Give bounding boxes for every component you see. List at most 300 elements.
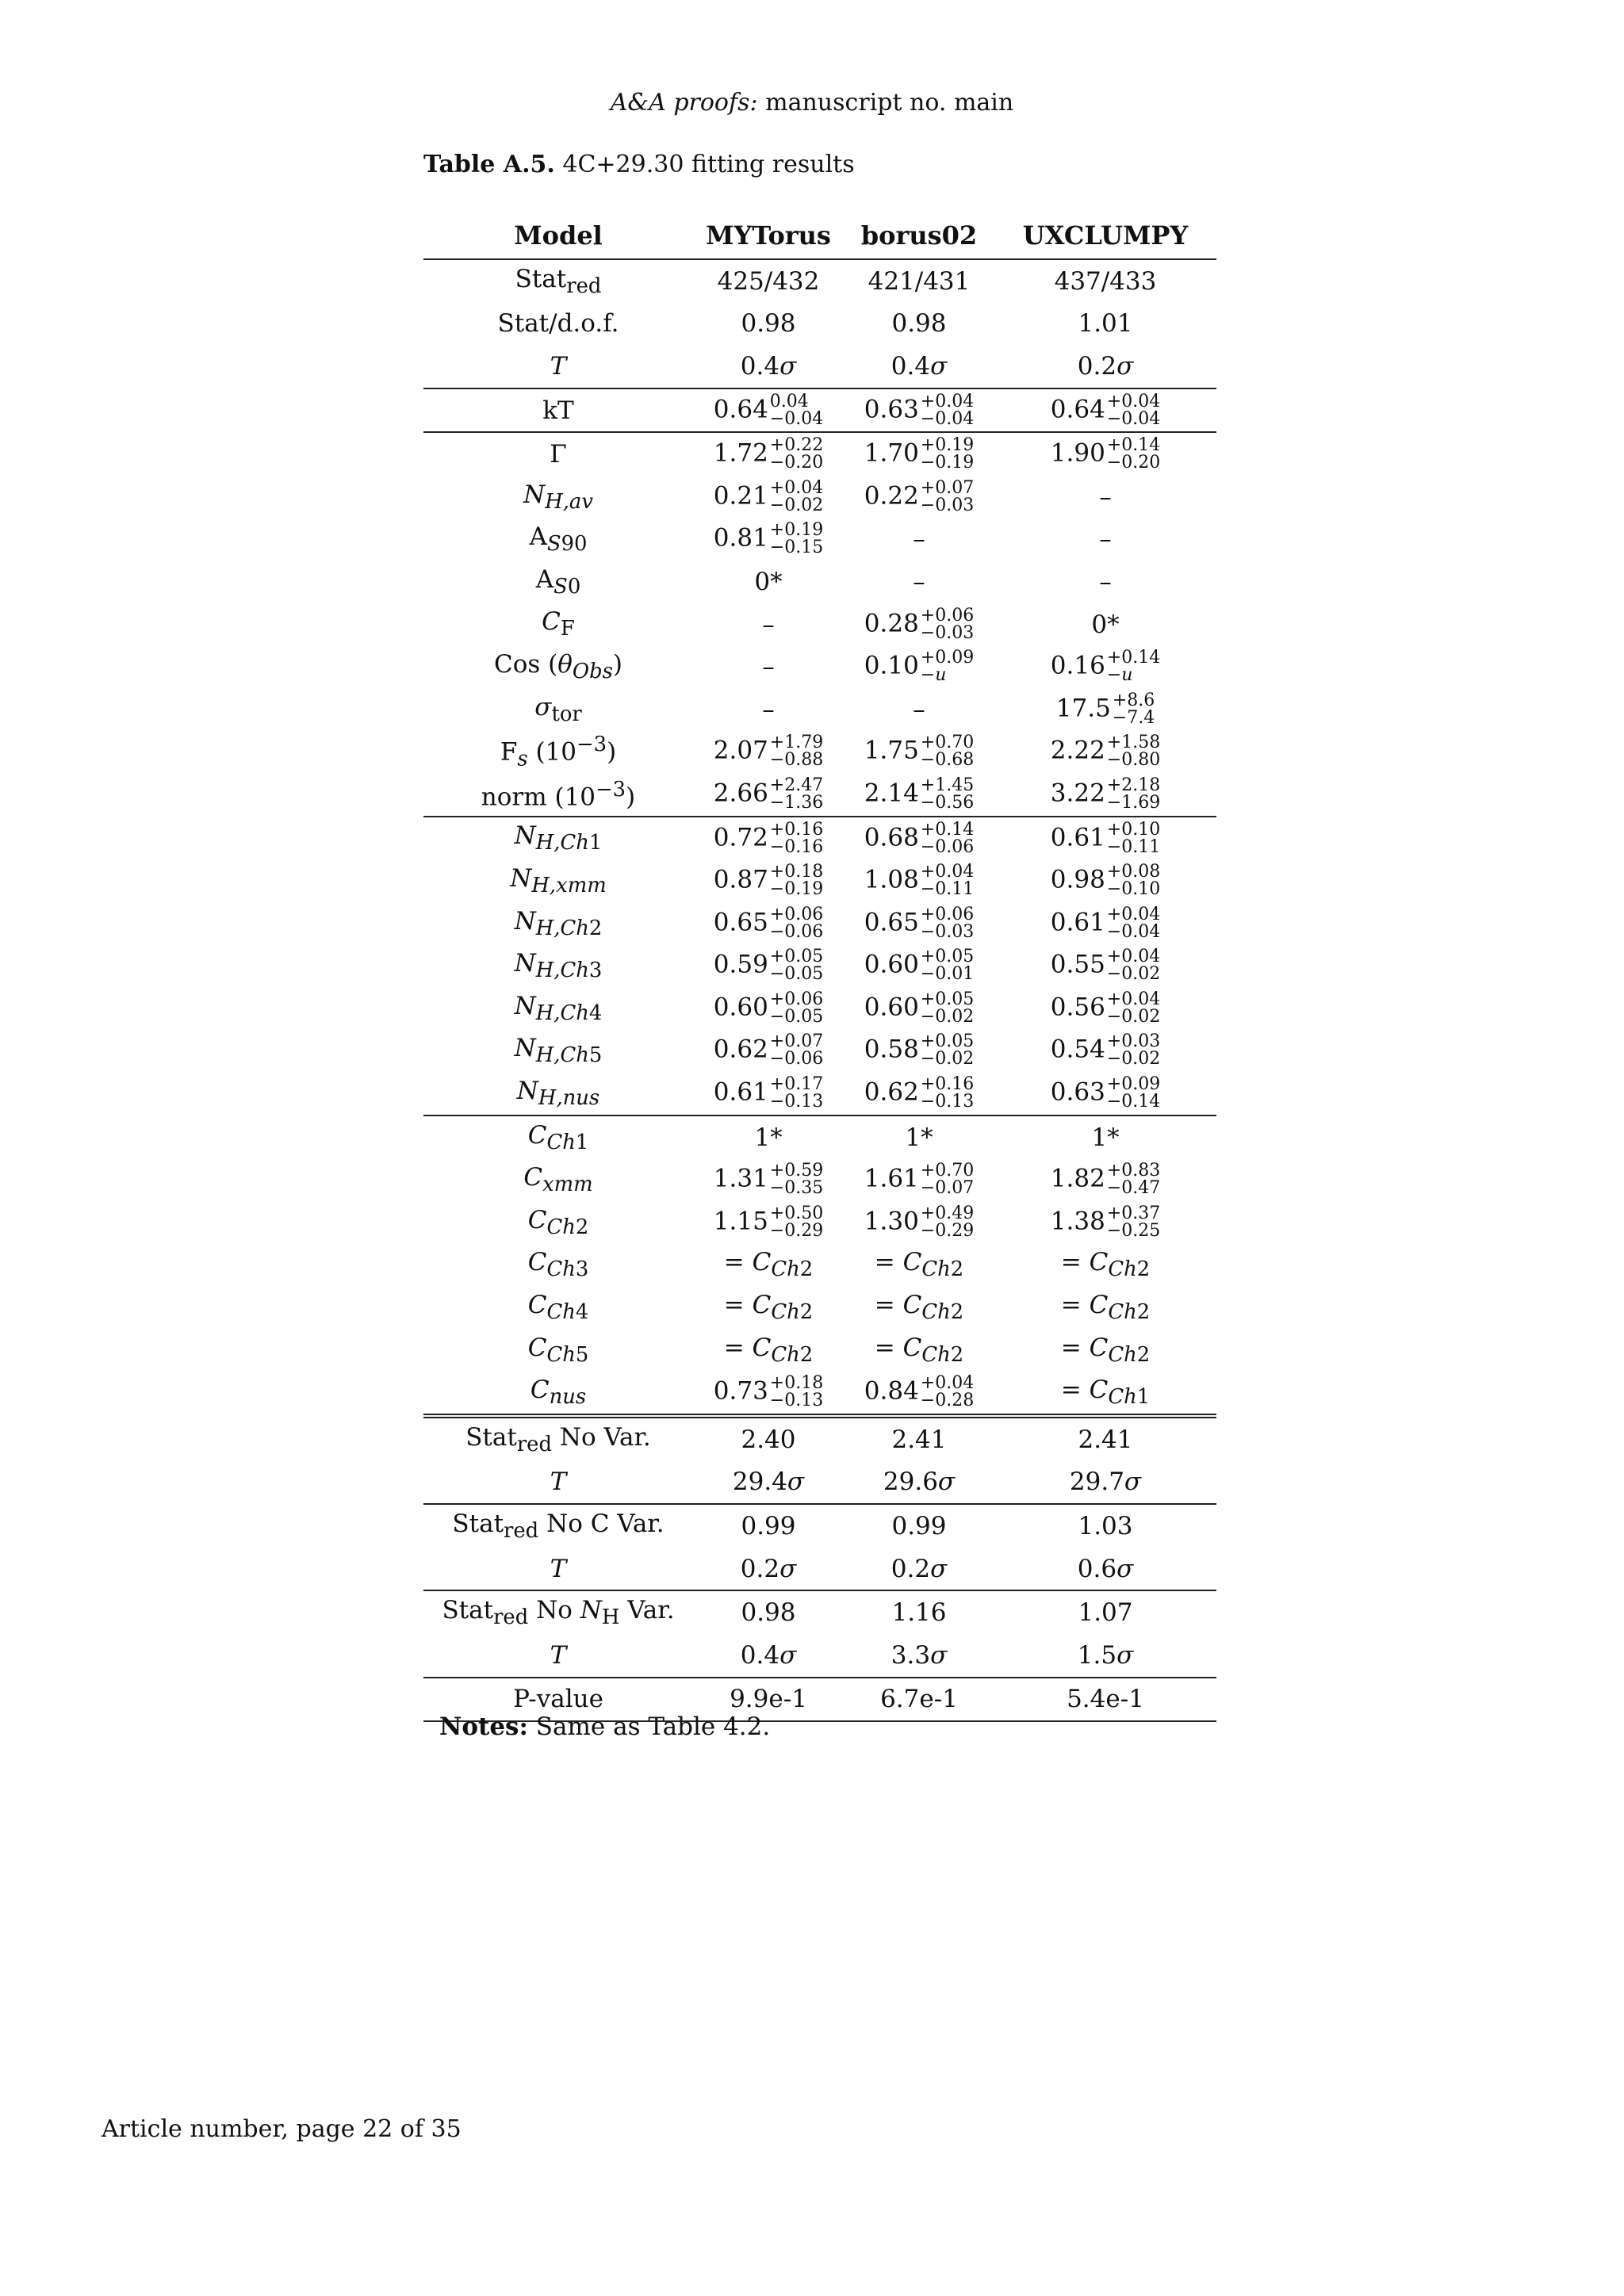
lower-error: −0.10 [1106,879,1161,900]
upper-error: +0.50 [769,1203,824,1223]
lower-error: −0.80 [1106,750,1161,771]
cell-uxclumpy [994,945,1216,988]
table-row [423,1504,1216,1548]
error-bounds [770,437,823,472]
upper-error: +0.37 [1106,1203,1161,1223]
cell-uxclumpy: – [1099,482,1112,511]
cell-mytorus [693,1072,844,1115]
header-mytorus: MYTorus [693,212,844,259]
upper-error: +0.04 [1106,391,1161,411]
table-notes [439,1712,770,1741]
cell-borus02: – [913,525,925,554]
value: 0.84 [864,1376,919,1406]
value: 17.5 [1055,694,1111,723]
error-bounds [920,477,975,515]
cell-mytorus: 9.9e-1 [693,1678,844,1722]
row-label: T [423,1461,693,1505]
cell-mytorus: = $C_{Ch2}$ [723,1333,814,1367]
cell-uxclumpy: = $C_{Ch2}$ [1060,1290,1151,1325]
error-bounds [1107,1162,1160,1197]
cell-mytorus [693,519,844,561]
cell-mytorus [693,987,844,1030]
table-title: 4C+29.30 fitting results [554,151,855,178]
error-bounds [921,1375,974,1410]
upper-error: +0.19 [769,520,824,541]
upper-error: +0.05 [920,989,975,1009]
lower-error: −0.03 [920,495,975,515]
cell-borus02 [844,945,994,988]
lower-error: −0.02 [920,1049,975,1070]
cell-borus02: 0.98 [891,309,947,339]
value: 0.22 [864,481,919,511]
value: 0.65 [864,908,919,937]
row-label: $N_{H,Ch2}$ [514,906,603,940]
table-row [423,1461,1216,1505]
row-label: $N_{H,Ch4}$ [514,991,603,1025]
cell-uxclumpy [994,1158,1216,1201]
error-bounds [921,437,974,472]
lower-error: −0.06 [769,1049,824,1070]
cell-mytorus: = $C_{Ch2}$ [723,1290,814,1325]
error-bounds [921,821,974,856]
cell-mytorus: 0.2σ [693,1548,844,1591]
error-bounds [1107,437,1160,472]
value: 0.60 [864,950,919,979]
cell-mytorus: 0.98 [741,1598,796,1628]
error-bounds [921,777,974,812]
error-bounds [921,1205,974,1240]
cell-mytorus [693,476,844,519]
cell-uxclumpy [994,987,1216,1030]
cell-borus02 [844,987,994,1030]
error-bounds [921,1162,974,1197]
cell-borus02 [844,859,994,902]
table-row [423,773,1216,817]
lower-error: −0.25 [1106,1220,1161,1241]
lower-error: −0.06 [920,836,975,857]
value: 0.63 [864,395,919,424]
table-row [423,1030,1216,1073]
error-bounds [770,522,823,557]
row-label: $A_{S0}$ [535,564,581,599]
cell-mytorus: 0.98 [741,309,796,339]
cell-borus02: – [913,567,925,596]
lower-error: −0.02 [1106,1049,1161,1070]
lower-error: −u [1106,665,1133,686]
error-bounds [770,1033,823,1068]
cell-uxclumpy: 0.2σ [994,345,1216,388]
upper-error: +0.05 [769,947,824,967]
upper-error: +0.14 [920,819,975,840]
error-bounds [1107,649,1160,684]
row-label: T [423,345,693,388]
upper-error: +0.19 [920,435,975,456]
error-bounds [921,734,974,769]
error-bounds [1107,863,1160,898]
row-label: $C_{xmm}$ [523,1163,593,1197]
value: 0.59 [713,950,768,979]
table-row [423,817,1216,860]
cell-borus02: 6.7e-1 [844,1678,994,1722]
upper-error: +0.06 [769,989,824,1009]
results-table [423,212,1216,1722]
upper-error: +0.09 [920,648,975,668]
lower-error: −0.02 [920,1006,975,1027]
cell-borus02 [844,432,994,476]
header-model: Model [423,212,693,259]
table-caption [423,151,855,178]
lower-error: −0.28 [920,1391,975,1411]
value: 1.61 [864,1164,919,1193]
row-label: norm $(10^{-3})$ [423,773,693,817]
upper-error: +0.06 [920,904,975,924]
manuscript-label: manuscript no. main [757,89,1014,117]
cell-uxclumpy [994,432,1216,476]
cell-mytorus: = $C_{Ch2}$ [723,1248,814,1282]
error-bounds [921,393,974,428]
row-label: $C_{Ch3}$ [527,1248,589,1282]
lower-error: −0.11 [1106,836,1161,857]
cell-borus02 [844,1201,994,1244]
error-bounds [770,991,823,1026]
value: 1.15 [713,1207,768,1236]
value: 0.61 [1050,823,1105,852]
cell-mytorus: 425/432 [717,266,820,296]
upper-error: +0.49 [920,1203,975,1223]
lower-error: −0.13 [769,1391,824,1411]
value: 1.08 [864,865,919,894]
table-row [423,1634,1216,1678]
lower-error: −0.29 [920,1220,975,1241]
value: 0.55 [1050,950,1105,979]
row-label: $A_{S90}$ [529,522,588,557]
cell-uxclumpy: 29.7σ [994,1461,1216,1505]
value: 0.63 [1050,1077,1105,1107]
cell-borus02 [844,645,994,688]
error-bounds [1107,1033,1160,1068]
cell-uxclumpy: 0* [1091,610,1120,639]
error-bounds [921,649,974,684]
error-bounds [1107,1205,1160,1240]
cell-borus02: 0.4σ [844,345,994,388]
value: 0.64 [1050,395,1105,424]
header-borus02: borus02 [844,212,994,259]
notes-text: Same as Table 4.2. [527,1712,771,1741]
cell-mytorus [693,432,844,476]
cell-mytorus: – [762,695,775,724]
cell-mytorus: 29.4σ [693,1461,844,1505]
upper-error: +1.45 [920,775,975,795]
row-label: Stat/d.o.f. [497,309,619,339]
cell-borus02 [844,1158,994,1201]
error-bounds [770,821,823,856]
table-row [423,645,1216,688]
upper-error: +0.18 [769,862,824,882]
table-row [423,945,1216,988]
cell-borus02: 0.99 [891,1512,947,1541]
upper-error: +0.70 [920,733,975,753]
error-bounds [1107,821,1160,856]
value: 0.60 [864,993,919,1022]
lower-error: −0.88 [769,750,824,771]
cell-uxclumpy [994,817,1216,860]
row-label: $N_{H,xmm}$ [510,864,607,898]
error-bounds [770,1162,823,1197]
table-row [423,519,1216,561]
value: 0.56 [1050,993,1105,1022]
lower-error: −0.05 [769,964,824,985]
upper-error: +2.47 [769,775,824,795]
cell-mytorus [693,945,844,988]
lower-error: −0.05 [769,1006,824,1027]
cell-borus02 [844,1030,994,1073]
cell-uxclumpy: 0.6σ [994,1548,1216,1591]
row-label: Γ [550,440,567,469]
upper-error: +0.04 [920,391,975,411]
cell-borus02 [844,902,994,945]
row-label: T [423,1634,693,1678]
value: 2.14 [864,779,919,808]
cell-borus02: 1.16 [891,1598,947,1628]
upper-error: +0.17 [769,1074,824,1095]
cell-uxclumpy: 1.03 [1078,1512,1133,1541]
lower-error: −0.06 [769,921,824,942]
value: 0.64 [713,395,768,424]
cell-borus02: = $C_{Ch2}$ [874,1290,964,1325]
lower-error: −u [920,665,947,686]
cell-uxclumpy [994,645,1216,688]
lower-error: −0.07 [920,1178,975,1199]
value: 1.38 [1050,1207,1105,1236]
error-bounds [921,948,974,983]
value: 0.65 [713,908,768,937]
error-bounds [921,1033,974,1068]
error-bounds [1107,777,1160,812]
cell-mytorus [693,1158,844,1201]
row-label: $N_{H,Ch5}$ [514,1034,603,1068]
cell-uxclumpy: 1.07 [1078,1598,1133,1628]
upper-error: +0.16 [769,819,824,840]
cell-mytorus: 0* [754,567,783,596]
cell-mytorus: 1* [754,1123,783,1152]
cell-borus02 [844,476,994,519]
cell-borus02 [844,388,994,433]
value: 3.22 [1050,779,1105,808]
upper-error: +0.06 [769,904,824,924]
running-head [0,89,1624,117]
value: 0.81 [713,523,768,553]
cell-mytorus: 0.99 [741,1512,796,1541]
row-label: $N_{H,av}$ [523,480,593,514]
cell-borus02 [844,1072,994,1115]
table-row [423,259,1216,303]
value: 0.61 [713,1077,768,1107]
value: 2.07 [713,736,768,765]
lower-error: −0.14 [1106,1092,1161,1112]
row-label: P-value [423,1678,693,1722]
error-bounds [921,607,974,642]
value: 0.68 [864,823,919,852]
lower-error: −0.19 [920,453,975,473]
table-header-row [423,212,1216,259]
error-bounds [921,1076,974,1111]
upper-error: +0.14 [1106,648,1161,668]
error-bounds [921,991,974,1026]
table-row [423,1416,1216,1461]
cell-borus02: 1* [905,1123,933,1152]
upper-error: +0.05 [920,947,975,967]
upper-error: +1.79 [769,733,824,753]
upper-error: +0.10 [1106,819,1161,840]
cell-uxclumpy: 5.4e-1 [994,1678,1216,1722]
error-bounds [1107,393,1160,428]
lower-error: −1.69 [1106,792,1161,813]
cell-uxclumpy: = $C_{Ch2}$ [1060,1248,1151,1282]
lower-error: −0.04 [769,408,824,429]
results-table-container [423,212,1216,1722]
value: 0.73 [713,1376,768,1406]
table-row [423,1329,1216,1372]
lower-error: −0.68 [920,750,975,771]
cell-mytorus [693,817,844,860]
row-label: kT [423,388,693,433]
row-label: $C_{Ch5}$ [527,1333,589,1367]
value: 0.28 [864,609,919,638]
table-row [423,731,1216,774]
table-row [423,1072,1216,1115]
upper-error: 0.04 [769,391,809,411]
cell-uxclumpy [994,1201,1216,1244]
cell-uxclumpy [994,859,1216,902]
cell-borus02: 0.2σ [844,1548,994,1591]
value: 2.22 [1050,736,1105,765]
notes-label: Notes: [439,1712,528,1741]
value: 1.31 [713,1164,768,1193]
cell-uxclumpy: 437/433 [1054,266,1157,296]
error-bounds [770,1076,823,1111]
cell-uxclumpy: – [1099,567,1112,596]
cell-borus02: = $C_{Ch2}$ [874,1333,964,1367]
cell-uxclumpy [994,388,1216,433]
cell-borus02: – [913,695,925,724]
error-bounds [769,477,824,515]
upper-error: +0.16 [920,1074,975,1095]
error-bounds [921,863,974,898]
table-label: Table A.5. [423,151,555,178]
upper-error: +0.18 [769,1373,824,1394]
cell-uxclumpy [994,688,1216,731]
cell-borus02: 3.3σ [844,1634,994,1678]
row-label: $N_{H,nus}$ [423,1072,693,1115]
table-body [423,259,1216,1721]
table-row [423,1201,1216,1244]
cell-mytorus [693,388,844,433]
upper-error: +0.06 [920,605,975,626]
upper-error: +0.04 [1106,947,1161,967]
lower-error: −0.03 [920,622,975,643]
upper-error: +0.07 [920,477,975,498]
value: 0.54 [1050,1035,1105,1064]
cell-uxclumpy [994,731,1216,774]
lower-error: −0.13 [769,1092,824,1112]
cell-borus02 [844,603,994,646]
lower-error: −0.02 [1106,1006,1161,1027]
error-bounds [921,906,974,941]
upper-error: +2.18 [1106,775,1161,795]
table-row [423,859,1216,902]
upper-error: +0.05 [920,1031,975,1052]
value: 1.72 [713,438,768,468]
row-label: $N_{H,Ch1}$ [514,821,603,855]
table-row [423,1158,1216,1201]
row-label: $C_{nus}$ [423,1371,693,1416]
row-label: $C_{Ch4}$ [527,1290,589,1325]
value: 0.62 [713,1035,768,1064]
cell-mytorus [693,902,844,945]
cell-uxclumpy: 1.01 [1078,309,1133,339]
upper-error: +0.04 [1106,904,1161,924]
cell-mytorus [693,1201,844,1244]
table-row [423,1115,1216,1159]
row-label: Stat$_{red}$ No Var. [465,1422,651,1456]
table-row [423,345,1216,388]
error-bounds [770,1205,823,1240]
value: 1.30 [864,1207,919,1236]
value: 0.61 [1050,908,1105,937]
value: 0.58 [864,1035,919,1064]
row-label: $N_{H,Ch3}$ [514,949,603,983]
upper-error: +0.07 [769,1031,824,1052]
cell-mytorus: 2.40 [741,1425,796,1454]
error-bounds [770,1375,823,1410]
row-label: $C_F$ [542,607,575,641]
lower-error: −7.4 [1112,707,1155,728]
lower-error: −0.20 [1106,453,1161,473]
lower-error: −0.29 [769,1220,824,1241]
lower-error: −0.01 [920,964,975,985]
error-bounds [770,906,823,941]
table-row [423,688,1216,731]
cell-uxclumpy [994,773,1216,817]
upper-error: +0.03 [1106,1031,1161,1052]
lower-error: −0.02 [769,495,824,515]
lower-error: −0.19 [769,879,824,900]
cell-borus02 [844,1371,994,1416]
cell-uxclumpy [994,902,1216,945]
cell-uxclumpy: = $C_{Ch1}$ [994,1371,1216,1416]
value: 1.90 [1050,438,1105,468]
row-label: T [423,1548,693,1591]
table-row [423,987,1216,1030]
table-row [423,1286,1216,1329]
lower-error: −0.04 [1106,921,1161,942]
cell-borus02 [844,817,994,860]
cell-uxclumpy [994,1030,1216,1073]
upper-error: +0.04 [1106,989,1161,1009]
upper-error: +8.6 [1112,690,1155,710]
cell-uxclumpy: = $C_{Ch2}$ [1060,1333,1151,1367]
row-label: Stat$_{red}$ No C Var. [452,1509,665,1544]
table-row [423,1590,1216,1634]
cell-mytorus: – [762,610,775,639]
upper-error: +0.08 [1106,862,1161,882]
upper-error: +0.22 [769,435,824,456]
lower-error: −0.15 [769,538,824,558]
row-label: $F_s$ $(10^{-3})$ [500,733,617,771]
cell-mytorus [693,1030,844,1073]
table-row [423,561,1216,603]
value: 2.66 [713,779,768,808]
